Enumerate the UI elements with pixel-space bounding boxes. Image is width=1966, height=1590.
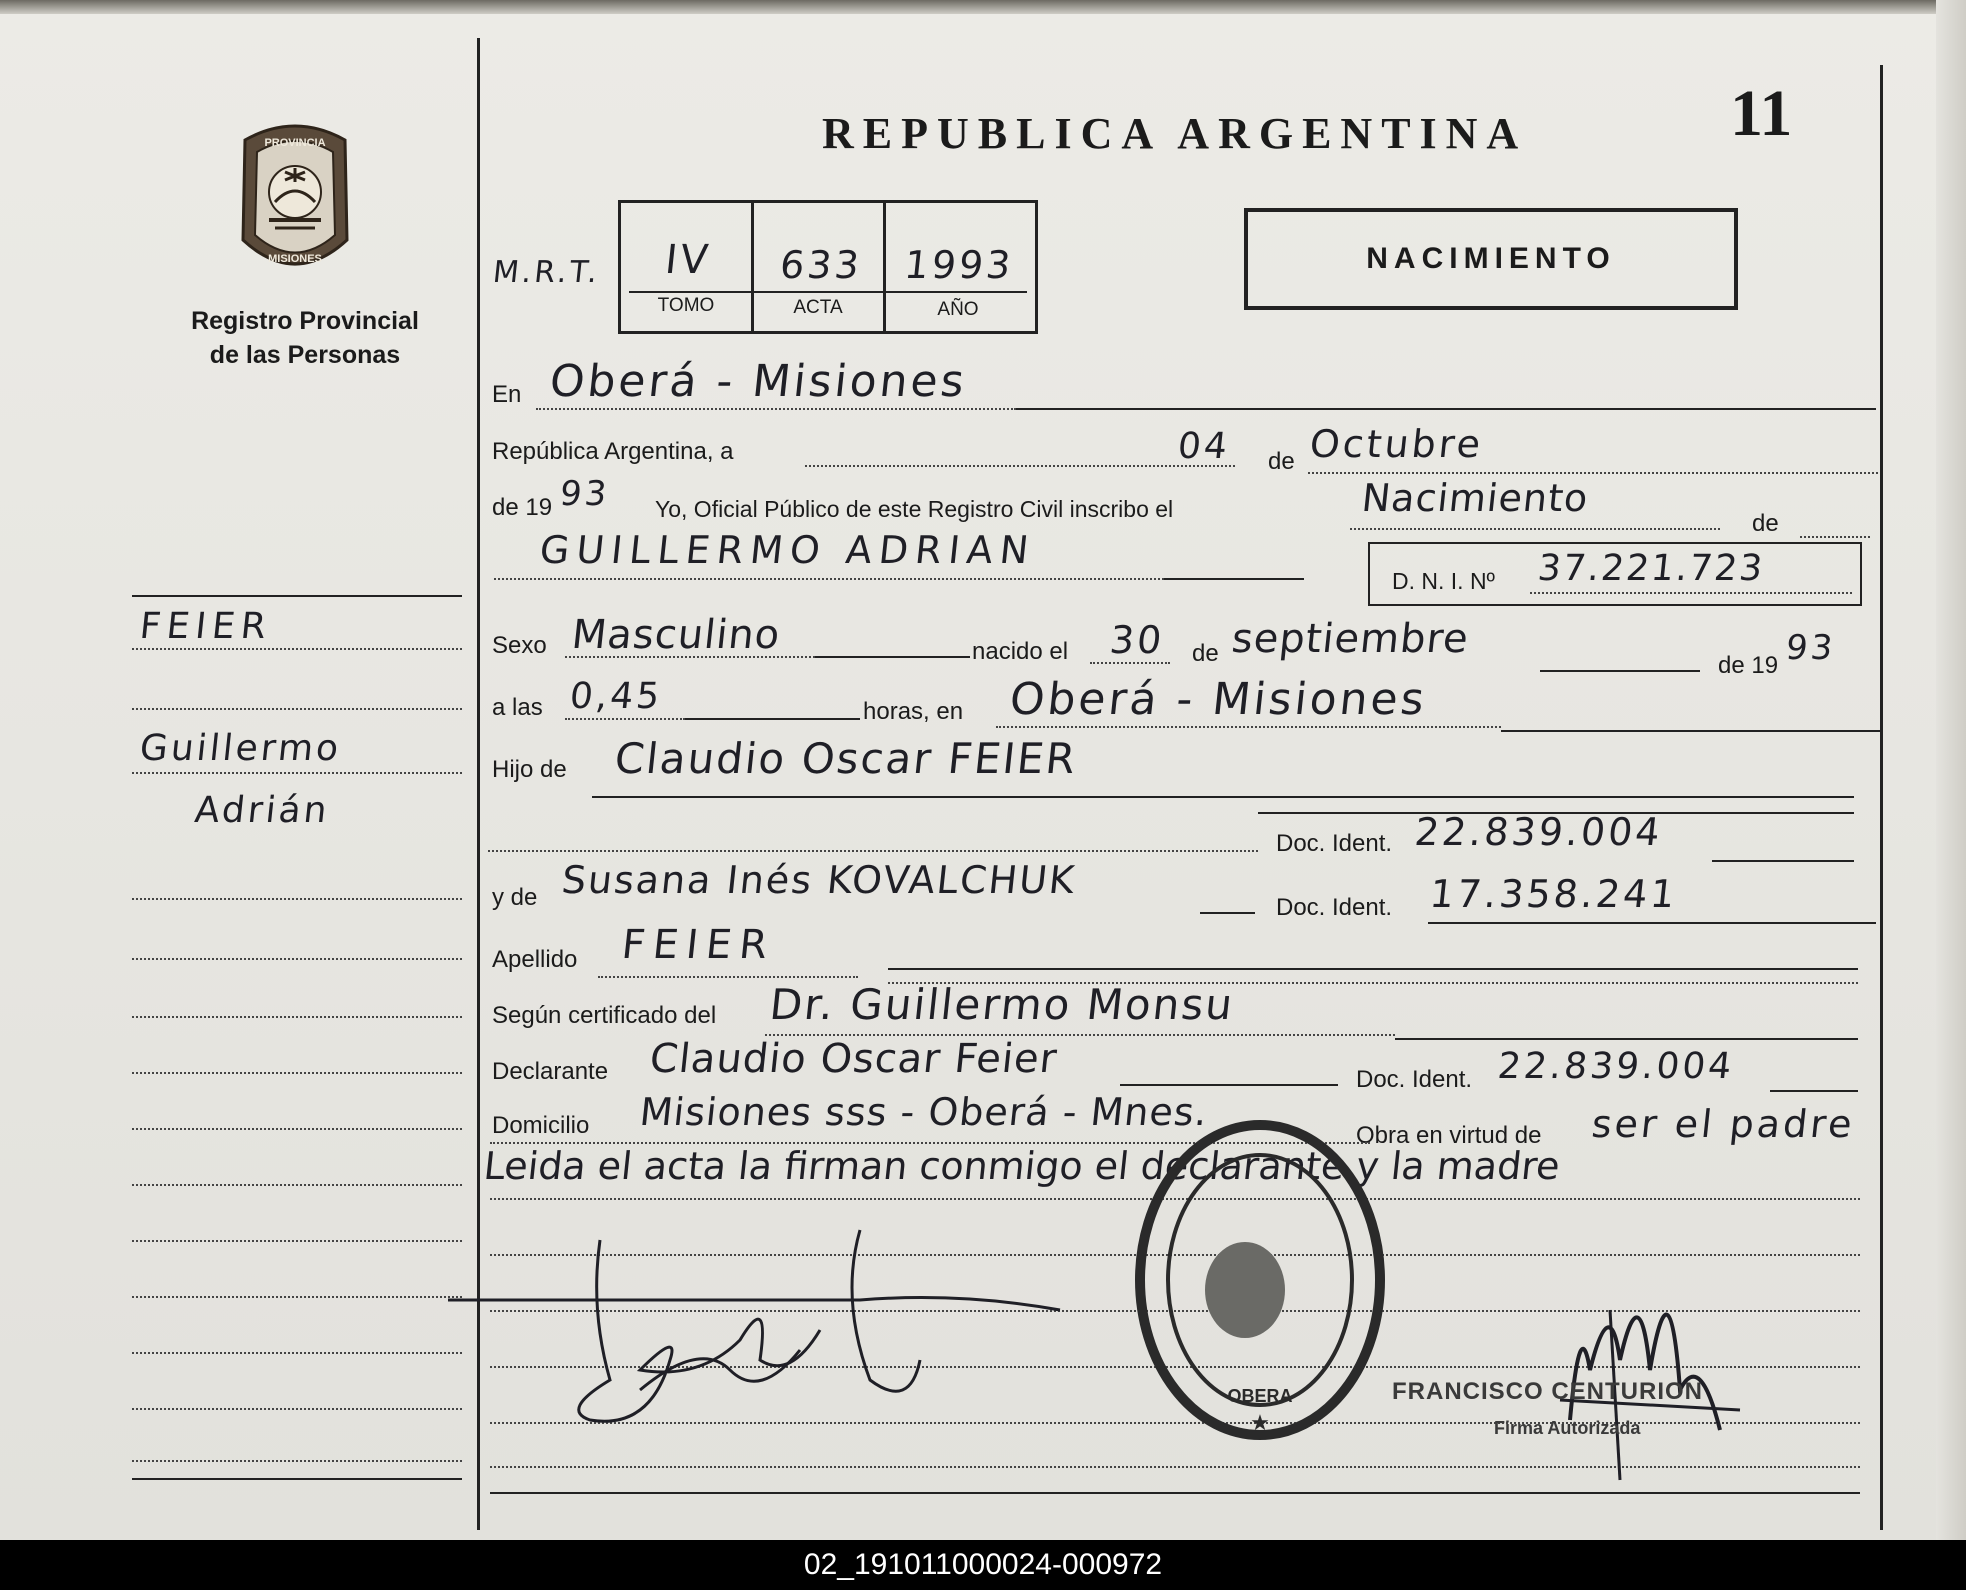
sidebar-given-name-1: Guillermo (137, 728, 344, 769)
domicilio-value: Misiones sss - Oberá - Mnes. (637, 1090, 1211, 1134)
apellido-label: Apellido (492, 946, 578, 973)
tomo-label: TOMO (657, 295, 715, 316)
seal-top-text: PROVINCIA (264, 137, 326, 149)
acta-value: 633 (777, 243, 865, 287)
de-label-3: de (1192, 640, 1219, 667)
birth-year-suffix: 93 (1783, 628, 1838, 668)
declarante-value: Claudio Oscar Feier (647, 1036, 1060, 1082)
de19-label-2: de 19 (1718, 652, 1779, 679)
registry-line-2: de las Personas (209, 341, 401, 369)
inscribo-value: Nacimiento (1359, 476, 1591, 520)
official-name: FRANCISCO CENTURION (1392, 1378, 1703, 1405)
yo-text: Yo, Oficial Público de este Registro Civil inscribo el (655, 496, 1174, 522)
page-edge (1936, 0, 1966, 1540)
tomo-value: IV (662, 237, 713, 283)
birth-place: Oberá - Misiones (1007, 674, 1430, 725)
hijo-label: Hijo de (492, 756, 567, 783)
declarante-label: Declarante (492, 1058, 609, 1085)
domicilio-label: Domicilio (492, 1112, 590, 1139)
apellido-value: FEIER (619, 922, 778, 968)
ano-value: 1993 (902, 243, 1016, 287)
sidebar-given-name-2: Adrián (192, 790, 332, 831)
signature-declarante (440, 1220, 1140, 1440)
year-suffix: 93 (557, 474, 612, 514)
sexo-label: Sexo (492, 632, 547, 659)
dni-value: 37.221.723 (1535, 548, 1767, 589)
sidebar-surname: FEIER (137, 606, 274, 647)
dni-label: D. N. I. Nº (1392, 568, 1495, 594)
signature-official (1550, 1250, 1750, 1490)
de-label: de (1268, 448, 1295, 475)
doc-ident-label-3: Doc. Ident. (1356, 1066, 1473, 1093)
doc-ident-label-2: Doc. Ident. (1276, 894, 1393, 921)
father-doc: 22.839.004 (1412, 810, 1665, 854)
horas-label: horas, en (863, 698, 964, 725)
child-names: GUILLERMO ADRIAN (537, 528, 1038, 572)
month-value: Octubre (1307, 422, 1486, 466)
day-value: 04 (1175, 426, 1232, 467)
svg-text:★: ★ (1250, 1410, 1270, 1435)
certificate-type-box (1244, 208, 1738, 310)
province-seal-logo (225, 120, 365, 280)
sexo-value: Masculino (569, 612, 783, 658)
doc-ident-label: Doc. Ident. (1276, 830, 1393, 857)
page-number: 11 (1730, 77, 1793, 150)
declarante-doc: 22.839.004 (1495, 1046, 1737, 1087)
nacido-label: nacido el (972, 638, 1069, 665)
de19-label: de 19 (492, 494, 553, 521)
obra-label: Obra en virtud de (1356, 1122, 1542, 1149)
mrt-prefix: M.R.T. (491, 255, 602, 290)
father-name: Claudio Oscar FEIER (612, 734, 1080, 783)
a-las-label: a las (492, 694, 543, 721)
seal-bottom-text: MISIONES (268, 253, 322, 265)
right-margin-rule (1880, 65, 1883, 1530)
birth-month: septiembre (1229, 616, 1472, 662)
certificate-type: NACIMIENTO (1366, 242, 1616, 275)
mother-name: Susana Inés KOVALCHUK (559, 858, 1079, 902)
y-de-label: y de (492, 884, 538, 911)
obra-value: ser el padre (1589, 1102, 1857, 1146)
birth-time: 0,45 (567, 676, 665, 717)
mother-doc: 17.358.241 (1427, 872, 1680, 916)
leida-text: Leida el acta la firman conmigo el declarante y la madre (481, 1144, 1562, 1188)
image-code-footer: 02_191011000024-000972 (0, 1540, 1966, 1590)
certificado-value: Dr. Guillermo Monsu (767, 980, 1237, 1029)
segun-label: Según certificado del (492, 1002, 717, 1029)
record-ref-table (618, 200, 1038, 334)
de-label-2: de (1752, 510, 1779, 537)
ano-label: AÑO (937, 299, 979, 320)
acta-label: ACTA (793, 297, 843, 318)
en-value: Oberá - Misiones (547, 356, 970, 407)
official-stamp (1130, 1110, 1400, 1460)
country-title: REPUBLICA ARGENTINA (822, 109, 1528, 158)
republica-label: República Argentina, a (492, 438, 734, 465)
official-title: Firma Autorizada (1494, 1418, 1641, 1438)
dni-box (1368, 542, 1862, 606)
en-label: En (492, 381, 522, 408)
registry-line-1: Registro Provincial (191, 307, 419, 335)
stamp-bottom-text: OBERA (1227, 1386, 1293, 1406)
birth-day: 30 (1107, 618, 1167, 662)
